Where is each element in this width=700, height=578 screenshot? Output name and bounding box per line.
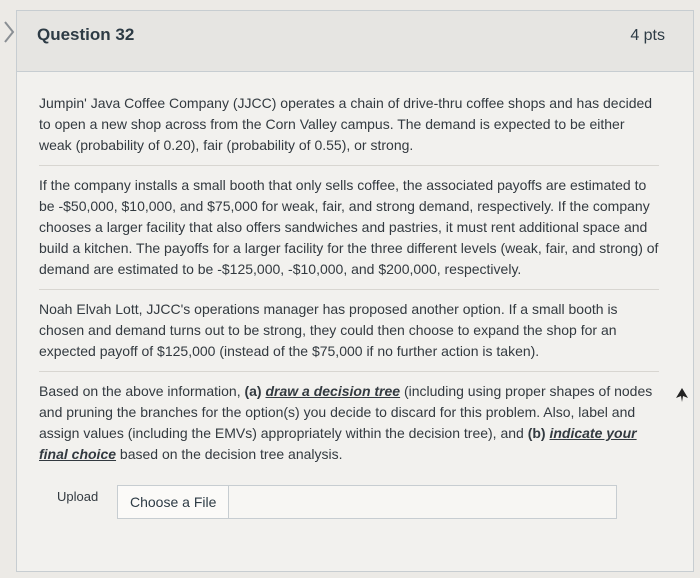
question-title: Question 32 [37,25,135,44]
question-card [16,10,694,572]
paragraph-4-text: based on the decision tree analysis. [116,446,343,462]
part-b-instruction: indicate your final choice [39,425,637,462]
question-points: 4 pts [630,27,665,44]
question-paragraph-2: If the company installs a small booth that only sells coffee, the associated payoffs are estimated to be -$50,000, $10,000, and $75,000 for weak, fair, and strong demand, respectively. If the company chooses a larger facility that also offers sandwiches and pastries, it must rent additional space and build a kitchen. The payoffs for a larger facility for the three different levels (weak, fair, and strong) of demand are estimated to be -$125,000, -$10,000, and $200,000, respectively. [39,177,659,277]
part-a-label: (a) [244,383,266,399]
question-header [17,11,693,72]
upload-label: Upload [57,489,99,504]
mouse-pointer-icon [676,388,688,402]
question-paragraph-4 [39,381,659,465]
question-body [39,93,659,474]
upload-row [39,485,617,521]
part-b-label: (b) [527,425,550,441]
part-a-instruction: draw a decision tree [265,383,401,399]
question-paragraph-1: Jumpin' Java Coffee Company (JJCC) operates a chain of drive-thru coffee shops and has decided to open a new shop across from the Corn Valley campus. The demand is expected to be either weak (probability of 0.20), fair (probability of 0.55), or strong. [39,95,653,153]
paragraph-4-text: (including using proper shapes of nodes and pruning the branches for the option(s) you decide to discard for this problem. Also, label and assign values (including the EMVs) appropriately within the decision tree), and [39,383,653,441]
question-paragraph-3: Noah Elvah Lott, JJCC's operations manager has proposed another option. If a small booth is chosen and demand turns out to be strong, they could then choose to expand the shop for an expected payoff of $125,000 (instead of the $75,000 if no further action is taken). [39,301,618,359]
file-upload-field[interactable] [117,485,617,519]
paragraph-divider [39,165,659,166]
chevron-right-icon[interactable] [2,18,16,46]
paragraph-4-text: Based on the above information, [39,383,245,399]
paragraph-divider [39,289,659,290]
paragraph-divider [39,371,659,372]
choose-file-button[interactable]: Choose a File [118,486,229,518]
